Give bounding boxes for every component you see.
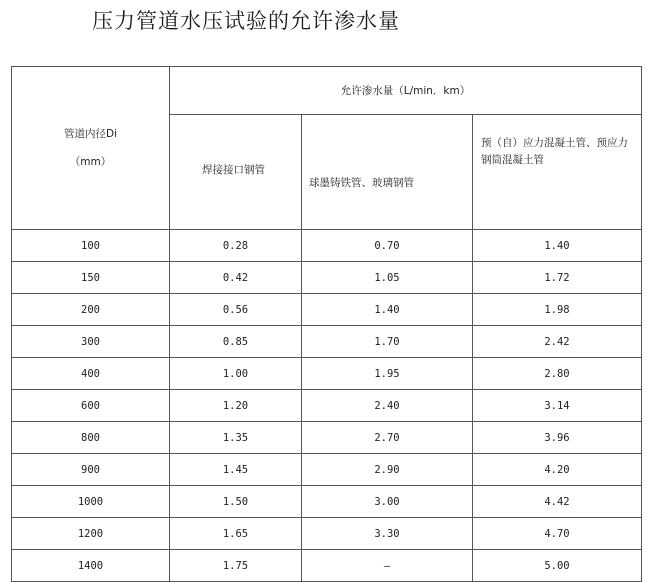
steel-cell: 0.42 [170, 262, 302, 294]
steel-cell: 1.20 [170, 390, 302, 422]
concrete-cell: 1.40 [473, 230, 642, 262]
table-row [12, 230, 642, 262]
ductile-cell: 2.90 [302, 454, 473, 486]
steel-cell: 1.35 [170, 422, 302, 454]
diameter-cell: 150 [12, 262, 170, 294]
steel-cell: 0.28 [170, 230, 302, 262]
ductile-cell: 3.30 [302, 518, 473, 550]
steel-cell: 1.65 [170, 518, 302, 550]
table-row [12, 422, 642, 454]
diameter-cell: 100 [12, 230, 170, 262]
steel-cell: 1.50 [170, 486, 302, 518]
diameter-header-cell [12, 67, 170, 230]
table-row [12, 262, 642, 294]
steel-cell: 1.00 [170, 358, 302, 390]
diameter-cell: 1000 [12, 486, 170, 518]
concrete-cell: 3.14 [473, 390, 642, 422]
ductile-cell: 2.70 [302, 422, 473, 454]
steel-cell: 0.56 [170, 294, 302, 326]
diameter-cell: 300 [12, 326, 170, 358]
table-row [12, 486, 642, 518]
table-row [12, 550, 642, 582]
concrete-cell: 2.80 [473, 358, 642, 390]
ductile-cell: 0.70 [302, 230, 473, 262]
table-row [12, 358, 642, 390]
concrete-cell: 1.72 [473, 262, 642, 294]
diameter-header-label: 管道内径Di [63, 128, 117, 140]
concrete-cell: 2.42 [473, 326, 642, 358]
column-header-ductile: 球墨铸铁管、玻璃钢管 [302, 115, 473, 230]
diameter-cell: 600 [12, 390, 170, 422]
diameter-unit-label: （mm） [69, 156, 112, 168]
table-row [12, 518, 642, 550]
concrete-cell: 4.20 [473, 454, 642, 486]
concrete-cell: 3.96 [473, 422, 642, 454]
table-row [12, 390, 642, 422]
concrete-cell: 1.98 [473, 294, 642, 326]
concrete-cell: 5.00 [473, 550, 642, 582]
diameter-cell: 400 [12, 358, 170, 390]
column-header-steel: 焊接接口钢管 [170, 115, 302, 230]
table-row [12, 294, 642, 326]
steel-cell: 0.85 [170, 326, 302, 358]
steel-cell: 1.75 [170, 550, 302, 582]
ductile-cell: 1.40 [302, 294, 473, 326]
diameter-cell: 1400 [12, 550, 170, 582]
concrete-cell: 4.70 [473, 518, 642, 550]
diameter-cell: 900 [12, 454, 170, 486]
ductile-cell: 1.70 [302, 326, 473, 358]
ductile-cell: 1.95 [302, 358, 473, 390]
table-row [12, 326, 642, 358]
diameter-cell: 1200 [12, 518, 170, 550]
table-row [12, 454, 642, 486]
diameter-cell: 800 [12, 422, 170, 454]
leakage-table-body [12, 230, 642, 582]
ductile-cell: — [302, 550, 473, 582]
ductile-cell: 2.40 [302, 390, 473, 422]
page-title: 压力管道水压试验的允许渗水量 [92, 9, 400, 33]
concrete-cell: 4.42 [473, 486, 642, 518]
ductile-cell: 1.05 [302, 262, 473, 294]
leakage-header: 允许渗水量（L/min．km） [170, 67, 642, 115]
leakage-table [11, 66, 642, 582]
steel-cell: 1.45 [170, 454, 302, 486]
ductile-cell: 3.00 [302, 486, 473, 518]
column-header-concrete: 预（自）应力混凝土管、预应力钢筒混凝土管 [473, 115, 642, 230]
diameter-cell: 200 [12, 294, 170, 326]
